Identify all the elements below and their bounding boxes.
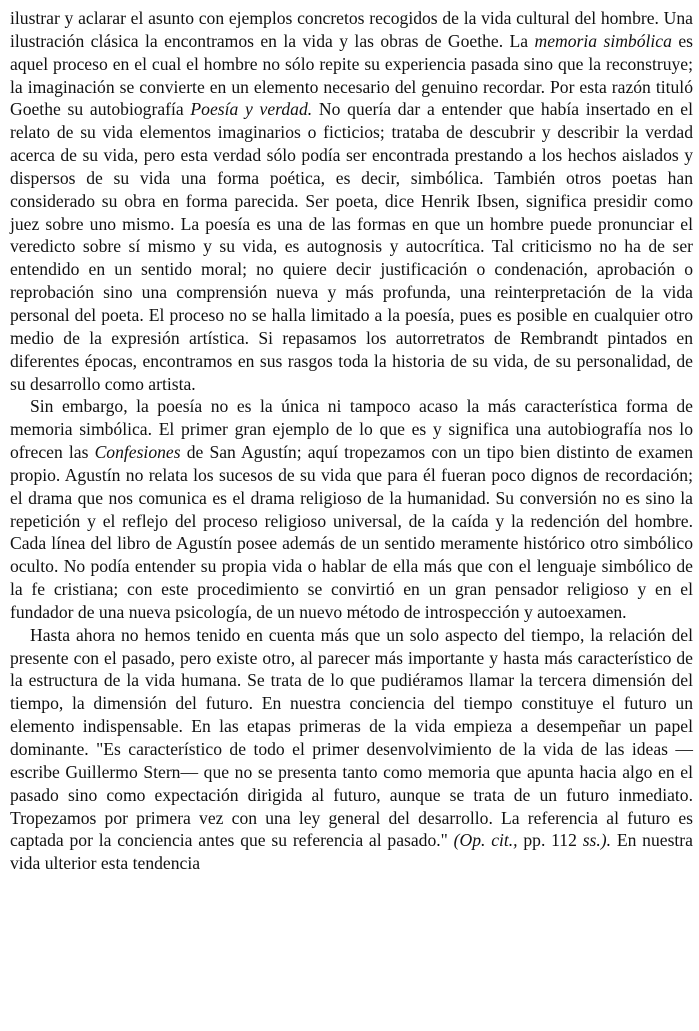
text-run: pp. 112 bbox=[517, 830, 583, 851]
text-run: es aquel proceso en el cual el hombre no sólo repite su experiencia pasada sino que la reconstruye; la imaginación se convierte en un elemento necesario del genuino recordar. Por esta razón tituló Goethe su autobiografía bbox=[10, 30, 693, 120]
italic-text-run: (Op. cit., bbox=[453, 830, 518, 851]
text-run: ilustrar y aclarar el asunto con ejemplos concretos recogidos de la vida cultural del hombre. Una ilustración clásica la encontramos en la vida y las obras de Goethe. La bbox=[10, 8, 693, 51]
paragraph bbox=[10, 395, 693, 623]
italic-text-run: memoria simbólica bbox=[534, 30, 672, 51]
text-run: No quería dar a entender que había insertado en el relato de su vida elementos imaginarios o ficticios; trataba de descubrir y describir la verdad acerca de su vida, pero esta verdad sólo podía ser encontrada prestando a los hechos aislados y dispersos de su vida una forma poética, es decir, simbólica. También otros poetas han considerado su obra en forma parecida. Ser poeta, dice Henrik Ibsen, significa presidir como juez sobre uno mismo. La poesía es una de las formas en que un hombre puede pronunciar el veredicto sobre sí mismo y su vida, es autognosis y autocrítica. Tal criticismo no ha de ser entendido en un sentido moral; no quiere decir justificación o condenación, aprobación o reprobación sino una comprensión nueva y más profunda, una reinterpretación de la vida personal del poeta. El proceso no se halla limitado a la poesía, pues es posible en cualquier otro medio de la expresión artística. Si repasamos los autorretratos de Rembrandt pintados en diferentes épocas, encontramos en sus rasgos toda la historia de su vida, de su personalidad, de su desarrollo como artista. bbox=[10, 99, 693, 394]
italic-text-run: Confesiones bbox=[94, 442, 181, 463]
text-run: En nuestra vida ulterior esta tendencia bbox=[10, 830, 693, 874]
document-body bbox=[10, 7, 693, 875]
text-run: Sin embargo, la poesía no es la única ni tampoco acaso la más característica forma de memoria simbólica. El primer gran ejemplo de lo que es y significa una autobiografía nos lo ofrecen las bbox=[10, 396, 693, 463]
text-run: de San Agustín; aquí tropezamos con un tipo bien distinto de examen propio. Agustín no relata los sucesos de su vida que para él fueran poco dignos de recordación; el drama que nos comunica es el drama religioso de la humanidad. Su conversión no es sino la repetición y el reflejo del proceso religioso universal, de la caída y la redención del hombre. Cada línea del libro de Agustín posee además de un sentido meramente histórico otro simbólico oculto. No podía entender su propia vida o hablar de ella más que con el lenguaje simbólico de la fe cristiana; con este procedimiento se convirtió en un gran pensador religioso y en el fundador de una nueva psicología, de un nuevo método de introspección y autoexamen. bbox=[10, 442, 693, 622]
paragraph bbox=[10, 624, 693, 875]
text-run: Hasta ahora no hemos tenido en cuenta más que un solo aspecto del tiempo, la relación del presente con el pasado, pero existe otro, al parecer más importante y hasta más característico de la estructura de la vida humana. Se trata de lo que pudiéramos llamar la tercera dimensión del tiempo, la dimensión del futuro. En nuestra conciencia del tiempo constituye el futuro un elemento indispensable. En las etapas primeras de la vida empieza a desempeñar un papel dominante. "Es característico de todo el primer desenvolvimiento de la vida de las ideas —escribe Guillermo Stern— que no se presenta tanto como memoria que apunta hacia algo en el pasado sino como expectación dirigida al futuro, aunque se trata de un futuro inmediato. Tropezamos por primera vez con una ley general del desarrollo. La referencia al futuro es captada por la conciencia antes que su referencia al pasado." bbox=[10, 624, 693, 851]
italic-text-run: Poesía y verdad. bbox=[190, 99, 313, 120]
italic-text-run: ss.). bbox=[582, 830, 612, 851]
paragraph bbox=[10, 7, 693, 395]
